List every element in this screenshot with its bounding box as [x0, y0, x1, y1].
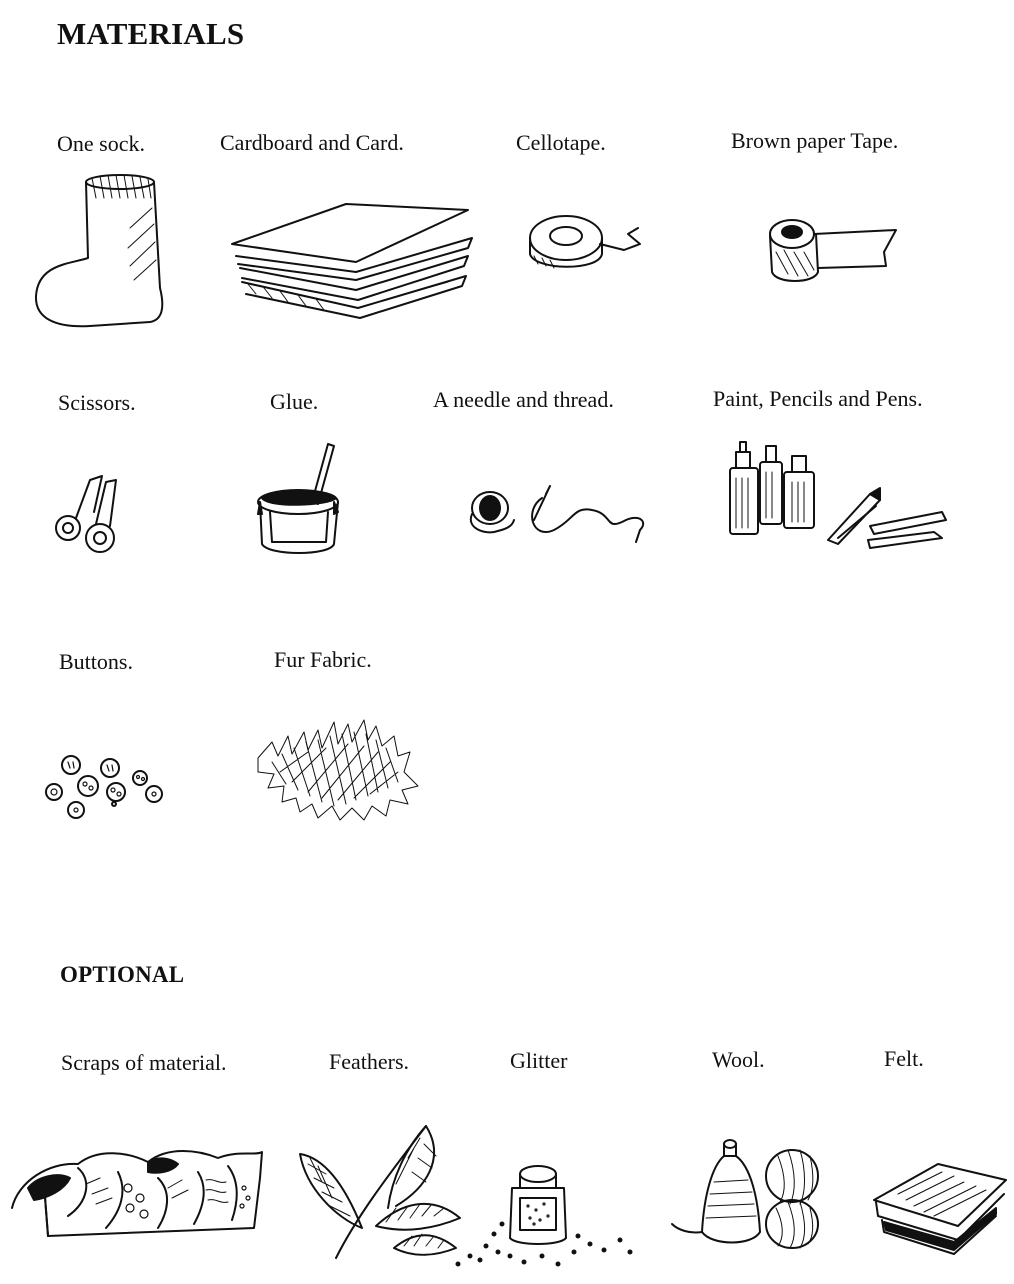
wool-icon	[668, 1136, 843, 1251]
felt-icon	[868, 1160, 1013, 1260]
label-sock: One sock.	[57, 131, 145, 156]
label-brown-tape: Brown paper Tape.	[731, 128, 899, 153]
label-felt: Felt.	[884, 1046, 924, 1071]
paint-pencils-icon	[720, 428, 955, 548]
label-feathers: Feathers.	[329, 1049, 410, 1074]
brown-tape-icon	[766, 212, 906, 292]
glitter-icon	[450, 1160, 640, 1272]
needle-thread-icon	[464, 480, 654, 555]
label-scissors: Scissors.	[58, 390, 136, 415]
fabric-scraps-icon	[8, 1132, 268, 1242]
label-fur-fabric: Fur Fabric.	[274, 647, 372, 672]
label-wool: Wool.	[712, 1047, 765, 1072]
label-cardboard: Cardboard and Card.	[220, 130, 404, 155]
tape-roll-icon	[524, 208, 649, 278]
feathers-icon	[296, 1118, 466, 1266]
optional-heading: OPTIONAL	[60, 962, 185, 987]
label-buttons: Buttons.	[59, 649, 133, 674]
cardboard-icon	[228, 198, 478, 328]
fur-fabric-icon	[252, 712, 427, 827]
label-scraps: Scraps of material.	[61, 1050, 227, 1075]
page-title: MATERIALS	[57, 16, 245, 51]
label-glue: Glue.	[270, 389, 319, 414]
label-needle-thread: A needle and thread.	[433, 387, 614, 412]
label-cellotape: Cellotape.	[516, 130, 606, 155]
glue-pot-icon	[248, 440, 358, 562]
label-glitter: Glitter	[510, 1048, 568, 1073]
sock-icon	[30, 168, 170, 333]
scissors-icon	[50, 472, 130, 562]
label-paint-pencils: Paint, Pencils and Pens.	[713, 386, 923, 411]
buttons-icon	[36, 748, 171, 823]
